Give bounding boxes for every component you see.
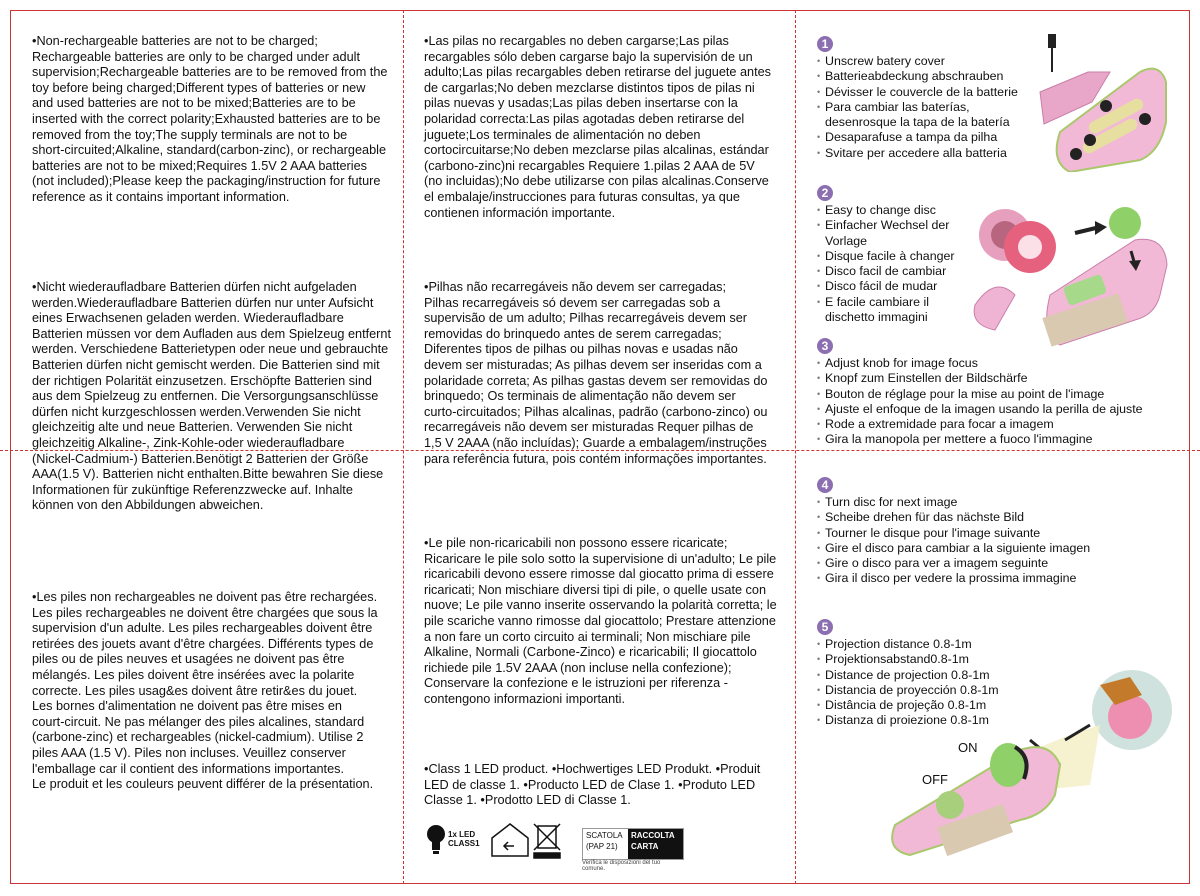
step-item: • Dévisser le couvercle de la batterie xyxy=(817,85,1018,100)
on-label: ON xyxy=(958,740,978,755)
step-item: • Easy to change disc xyxy=(817,203,977,218)
led-label: 1x LED CLASS1 xyxy=(448,830,480,848)
plus-terminal-icon xyxy=(1084,134,1096,146)
warning-text-french: •Les piles non rechargeables ne doivent pas être rechargées. Les piles rechargeables ne doivent être chargées que sous la supervision d'un adulte. Les piles rechargeables doivent être retirées des jouets avant d'être chargées. Différents types de piles ou de piles neuves et usagées ne doivent pas être mélangés. Les piles doivent être insérées avec la polarite correcte. Les piles usag&es doivent âtre retir&es du jouet. Les bornes d'alimentation ne doivent pas être mises en court-circuit. Ne pas mélanger des piles alcalines, standard (carbone-zinc) et rechargeables (nickel-cadmium). Utilise 2 piles AAA (1.5 V). Piles non incluses. Veuillez conserver l'emballage car il contient des informations importantes. Le produit et les couleurs peuvent différer de la présentation. xyxy=(32,590,378,792)
step-item: • Ajuste el enfoque de la imagen usando la perilla de ajuste xyxy=(817,402,1143,417)
step-item: • Distância de projeção 0.8-1m xyxy=(817,698,999,713)
step-item: • Projektionsabstand0.8-1m xyxy=(817,652,999,667)
step-2 xyxy=(817,185,977,325)
power-switch-shape xyxy=(936,791,964,819)
step-item: • Einfacher Wechsel der Vorlage xyxy=(817,218,977,249)
battery-compartment-illustration xyxy=(1030,32,1170,172)
warning-text-spanish: •Las pilas no recargables no deben cargarse;Las pilas recargables sólo deben cargarse bajo la supervisión de un adulto;Las pilas recargables deben retirarse del juguete antes de cargarlas;No deben mezclarse distintos tipos de pilas ni pilas nuevas y usadas;Las pilas deben insertarse con la polaridad correcta:Las pilas agotadas deben retirarse del juguete;Los terminales de alimentación no deben cortocircuitarse;No deben mezclarse pilas alcalinas, estándar (carbono-zinc)ni recargables Requiere 1.pilas 2 AAA de 5V (no incluidas);No debe utilizarse con pilas alcalinas.Conserve el embalaje/instrucciones para futuras consultas, ya que contienen información importante. xyxy=(424,34,772,220)
step-item: • Gira la manopola per mettere a fuoco l'immagine xyxy=(817,432,1143,447)
step-item: • Projection distance 0.8-1m xyxy=(817,637,999,652)
step-item: • Disco facil de cambiar xyxy=(817,264,977,279)
off-label: OFF xyxy=(922,772,948,787)
crossed-bin-icon xyxy=(534,824,560,858)
step-item: • Disco fácil de mudar xyxy=(817,279,977,294)
step-item: • Gire o disco para ver a imagem seguinte xyxy=(817,556,1090,571)
step-item: • Desaparafuse a tampa da pilha xyxy=(817,130,1018,145)
step-1 xyxy=(817,36,1047,166)
detached-cap-shape xyxy=(974,287,1015,330)
disc-holder-shape xyxy=(1109,207,1141,239)
minus-terminal-icon xyxy=(1100,100,1112,112)
step-item: • Knopf zum Einstellen der Bildschärfe xyxy=(817,371,1143,386)
led-class-text: •Class 1 LED product. •Hochwertiges LED Produkt. •Produit LED de classe 1. •Producto LED de Clase 1. •Produto LED Classe 1. •Prodotto LED di Classe 1. xyxy=(424,762,761,808)
projection-illustration xyxy=(880,655,1180,875)
step-number-badge: 4 xyxy=(817,477,833,493)
warning-text-portuguese: •Pilhas não recarregáveis não devem ser carregadas; Pilhas recarregáveis só devem ser carregadas sob a supervisão de um adulto; Pilhas recarregáveis devem ser removidas do brinquedo antes de serem carregadas; Diferentes tipos de pilhas ou pilhas novas e usadas não devem ser misturadas; As pilhas devem ser inseridas com a polaridade correta; As pilhas gastas devem ser removidas do brinquedo; Os terminais de alimentação não devem ser curto-circuitados; Pilhas alcalinas, padrão (carbono-zinco) ou recarregáveis não devem ser misturadas Requer pilhas de 1,5 V 2AAA (não incluídas); Guarde a embalagem/instruções para referência futura, pois contém informações importantes. xyxy=(424,280,768,466)
step-item: • Para cambiar las baterías, desenrosque la tapa de la batería xyxy=(817,100,1018,131)
raccolta-text: RACCOLTA xyxy=(631,831,675,840)
recycling-label xyxy=(582,828,684,860)
arrow-right-icon xyxy=(1075,221,1107,235)
step-number-badge: 2 xyxy=(817,185,833,201)
step-item: • Batterieabdeckung abschrauben xyxy=(817,69,1018,84)
step-item: • Turn disc for next image xyxy=(817,495,1090,510)
step-number-badge: 3 xyxy=(817,338,833,354)
verifica-text: Verifica le disposizioni del tuo comune. xyxy=(582,860,661,872)
step-4 xyxy=(817,477,1177,587)
step-item: • Unscrew batery cover xyxy=(817,54,1018,69)
step-item: • Svitare per accedere alla batteria xyxy=(817,146,1018,161)
led-bulb-icon xyxy=(427,825,445,854)
warning-text-italian: •Le pile non-ricaricabili non possono essere ricaricate; Ricaricare le pile solo sotto la supervisione di un'adulto; Le pile ricaricabili devono essere rimosse dal giocatto prima di essere ricaricati; Non mischiare diversi tipi di pile, o quelle usate con nuove; Le pile vanno inserite osservando la polarità corretta; le pile scariche vanno rimosse dal giocattolo; Prestare attenzione a non fare un corto circuito ai terminali; Non mischiare pile Alkaline, Normali (Carbone-Zinco) e ricaricabili; Il giocattolo richiede pile 1.5V 2AAA (non incluse nella confezione); Conservare la confezione e le istruzioni per riferenza - contengono informazioni importanti. xyxy=(424,536,777,706)
pap-text: (PAP 21) xyxy=(586,842,618,851)
change-disc-illustration xyxy=(955,195,1175,355)
indoor-use-house-icon xyxy=(492,824,528,856)
warning-text-german: •Nicht wiederaufladbare Batterien dürfen nicht aufgeladen werden.Wiederaufladbare Batterien dürfen nur unter Aufsicht eines Erwachsenen geladen werden. Wiederaufladbare Batterien müssen vor dem Aufladen aus dem Spielzeug entfernt werden. Verschiedene Batterietypen oder neue und gebrauchte Batterien dürfen nicht gemischt werden. Die Batterien sind mit der richtigen Polarität einzusetzen. Erschöpfte Batterien sind aus dem Spielzeug zu entfernen. Die Versorgungsanschlüsse dürfen nicht kurzgeschlossen werden.Verwenden Sie nicht gleichzeitig alte und neue Batterien. Verwenden Sie nicht gleichzeitig Alkaline-, Zink-Kohle-oder wiederaufladbare (Nickel-Cadmium-) Batterien.Benötigt 2 Batterien der Größe AAA(1.5 V). Batterien nicht enthalten.Bitte bewahren Sie diese Informationen für zukünftige Referenzzwecke auf. Inhalte können von den Abbildungen abweichen. xyxy=(32,280,391,513)
step-number-badge: 5 xyxy=(817,619,833,635)
step-item: • Gira il disco per vedere la prossima immagine xyxy=(817,571,1090,586)
carta-text: CARTA xyxy=(631,842,659,851)
step-item: • E facile cambiare il dischetto immagini xyxy=(817,295,977,326)
plus-terminal-icon xyxy=(1139,113,1151,125)
warning-text-english: •Non-rechargeable batteries are not to be charged; Rechargeable batteries are only to be charged under adult supervision;Rechargeable batteries are to be removed from the toy before being charged;Different types of batteries or new and used batteries are not to be mixed;Batteries are to be inserted with the correct polarity;Exhausted batteries are to be removed from the toy;The supply terminals are not to be short-circuited;Alkaline, standard(carbon-zinc), or rechargeable batteries are not to be mixed;Requires 1.5V 2 AAA batteries (not included);Please keep the packaging/instruction for future reference as it contains important information. xyxy=(32,34,388,204)
step-item: • Gire el disco para cambiar a la siguiente imagen xyxy=(817,541,1090,556)
step-item: • Adjust knob for image focus xyxy=(817,356,1143,371)
step-item: • Distanza di proiezione 0.8-1m xyxy=(817,713,999,728)
step-item: • Disque facile à changer xyxy=(817,249,977,264)
step-item: • Distance de projection 0.8-1m xyxy=(817,668,999,683)
minus-terminal-icon xyxy=(1070,148,1082,160)
compliance-symbols xyxy=(424,820,684,870)
step-number-badge: 1 xyxy=(817,36,833,52)
step-item: • Scheibe drehen für das nächste Bild xyxy=(817,510,1090,525)
fold-line-right xyxy=(795,10,796,884)
screwdriver-icon xyxy=(1048,34,1056,72)
step-item: • Rode a extremidade para focar a imagem xyxy=(817,417,1143,432)
step-item: • Bouton de réglage pour la mise au point de l'image xyxy=(817,387,1143,402)
scatola-text: SCATOLA xyxy=(586,831,623,840)
step-item: • Tourner le disque pour l'image suivante xyxy=(817,526,1090,541)
fold-line-left xyxy=(403,10,404,884)
step-item: • Distancia de proyección 0.8-1m xyxy=(817,683,999,698)
